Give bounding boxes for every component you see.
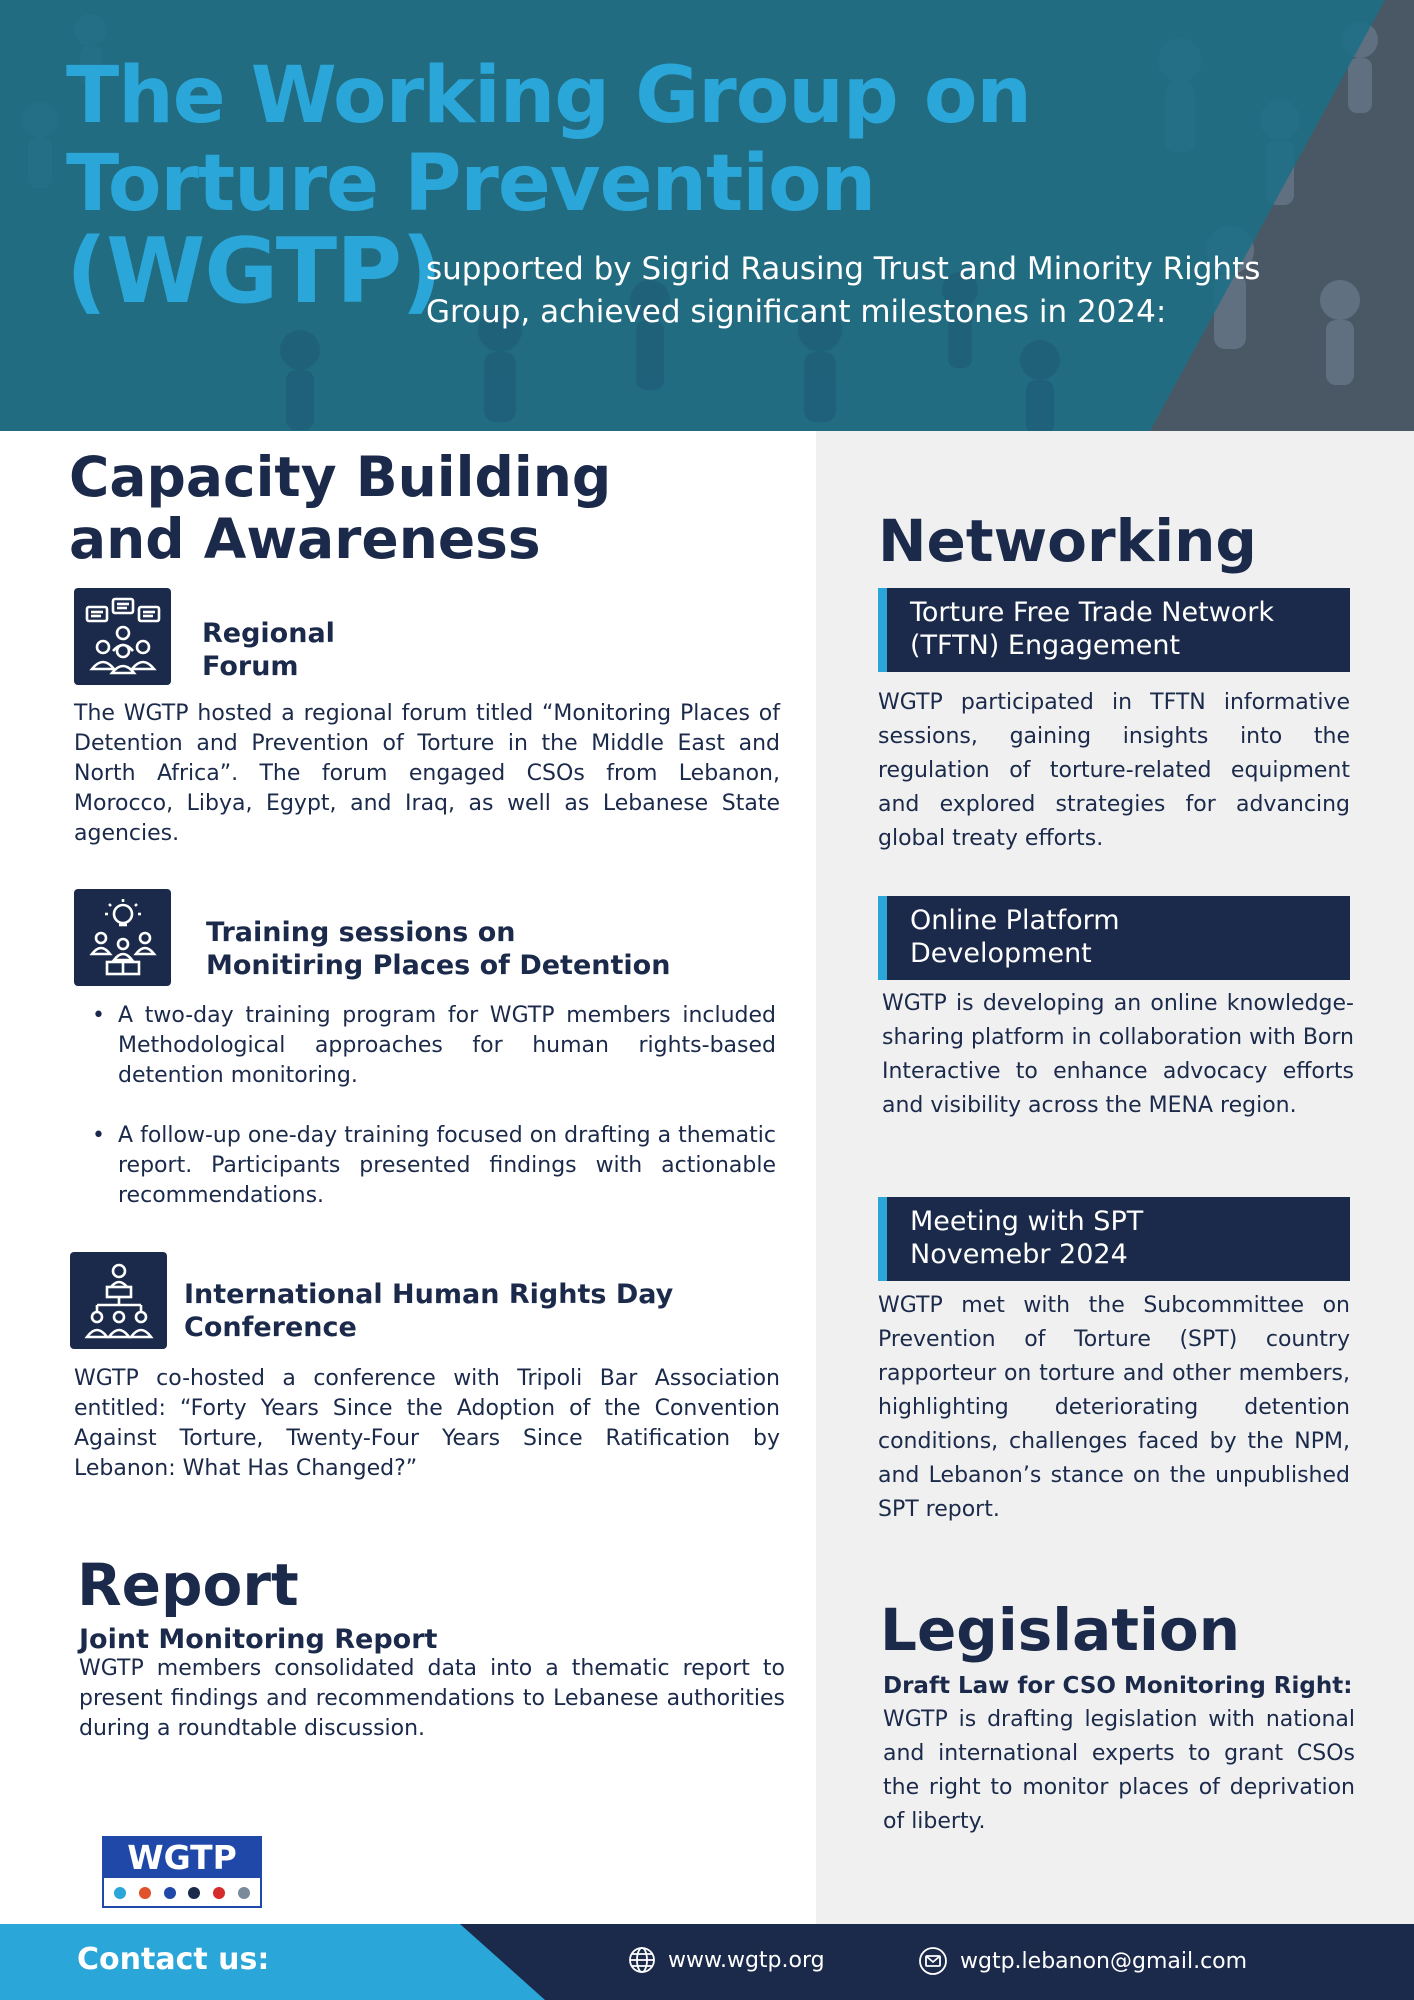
report-text: WGTP members consolidated data into a thematic report to present findings and recommendations to Lebanese authorities during a roundtable discussion. bbox=[79, 1656, 785, 1741]
page-subtitle: supported by Sigrid Rausing Trust and Minority Rights Group, achieved significant milestones in 2024: bbox=[426, 251, 1261, 330]
wgtp-logo bbox=[102, 1836, 262, 1908]
partner-logo-6 bbox=[238, 1887, 250, 1899]
tftn-title-bar bbox=[878, 588, 1350, 672]
forum-title-line-1: Regional bbox=[202, 618, 335, 649]
spt-text: WGTP met with the Subcommittee on Prevention of Torture (SPT) country rapporteur on torture and other members, highlighting deteriorating detention conditions, challenges faced by the NPM, and Lebanon’s stance on the unpublished SPT report. bbox=[878, 1293, 1350, 1522]
title-line-3: (WGTP) bbox=[66, 219, 442, 324]
training-title-line-1: Training sessions on bbox=[206, 917, 516, 948]
conference-audience-icon bbox=[70, 1252, 167, 1349]
conference-title-line-2: Conference bbox=[184, 1312, 357, 1343]
spt-title-line-1: Meeting with SPT bbox=[910, 1206, 1144, 1237]
website-link[interactable] bbox=[628, 1946, 825, 1974]
capacity-heading bbox=[69, 446, 611, 570]
forum-title-line-2: Forum bbox=[202, 651, 299, 682]
training-bullet-1: • A two-day training program for WGTP members included Methodological approaches for human rights-based detention monitoring. bbox=[74, 1001, 776, 1091]
networking-heading: Networking bbox=[878, 507, 1257, 575]
platform-title-line-1: Online Platform bbox=[910, 905, 1120, 936]
legislation-text: WGTP is drafting legislation with national and international experts to grant CSOs the right to monitor places of deprivation of liberty. bbox=[883, 1707, 1355, 1834]
email-text: wgtp.lebanon@gmail.com bbox=[960, 1948, 1248, 1974]
globe-icon bbox=[628, 1946, 656, 1974]
tftn-title-line-2: (TFTN) Engagement bbox=[910, 630, 1181, 661]
partner-logo-2 bbox=[139, 1887, 151, 1899]
forum-people-icon bbox=[74, 588, 171, 685]
footer bbox=[0, 1924, 1414, 2000]
conference-title-line-1: International Human Rights Day bbox=[184, 1279, 674, 1310]
spt-title-bar bbox=[878, 1197, 1350, 1281]
conference-text: WGTP co-hosted a conference with Tripoli Bar Association entitled: “Forty Years Since the Adoption of the Convention Against Torture, Twenty-Four Years Since Ratification by Lebanon: What Has Changed?” bbox=[74, 1366, 780, 1481]
spt-title-line-2: Novemebr 2024 bbox=[910, 1239, 1128, 1270]
contact-label: Contact us: bbox=[77, 1942, 270, 1977]
training-bullet-list bbox=[74, 1001, 776, 1241]
header-banner bbox=[0, 0, 1414, 431]
conference-title bbox=[184, 1278, 673, 1344]
tftn-title-line-1: Torture Free Trade Network bbox=[910, 597, 1275, 628]
forum-text: The WGTP hosted a regional forum titled “Monitoring Places of Detention and Prevention of Torture in the Middle East and North Africa”. The forum engaged CSOs from Lebanon, Morocco, Libya, Egypt, and Iraq, as well as Lebanese State agencies. bbox=[74, 701, 780, 846]
training-idea-icon bbox=[74, 889, 171, 986]
partner-logo-1 bbox=[114, 1887, 126, 1899]
report-heading: Report bbox=[77, 1551, 299, 1619]
title-line-2: Torture Prevention bbox=[66, 139, 876, 229]
training-title-line-2: Monitiring Places of Detention bbox=[206, 950, 671, 981]
training-bullet-2: • A follow-up one-day training focused on drafting a thematic report. Participants presented findings with actionable recommendations. bbox=[74, 1121, 776, 1211]
partner-logo-5 bbox=[213, 1887, 225, 1899]
title-line-1: The Working Group on bbox=[66, 51, 1031, 141]
capacity-heading-line-2: and Awareness bbox=[69, 507, 541, 571]
partner-logos bbox=[104, 1878, 260, 1908]
envelope-icon bbox=[918, 1946, 948, 1976]
tftn-text: WGTP participated in TFTN informative sessions, gaining insights into the regulation of torture-related equipment and explored strategies for advancing global treaty efforts. bbox=[878, 690, 1350, 851]
training-title bbox=[206, 916, 670, 982]
platform-title-line-2: Development bbox=[910, 938, 1092, 969]
report-subheading: Joint Monitoring Report bbox=[79, 1624, 438, 1655]
website-text: www.wgtp.org bbox=[668, 1947, 825, 1973]
platform-title-bar bbox=[878, 896, 1350, 980]
legislation-subheading: Draft Law for CSO Monitoring Right: bbox=[883, 1673, 1353, 1699]
forum-title bbox=[202, 617, 335, 683]
email-link[interactable] bbox=[918, 1946, 1247, 1976]
logo-text: WGTP bbox=[104, 1838, 260, 1878]
capacity-heading-line-1: Capacity Building bbox=[69, 445, 612, 509]
platform-text: WGTP is developing an online knowledge-sharing platform in collaboration with Born Interactive to enhance advocacy efforts and visibility across the MENA region. bbox=[882, 991, 1354, 1118]
legislation-heading: Legislation bbox=[880, 1596, 1240, 1664]
partner-logo-4 bbox=[188, 1887, 200, 1899]
partner-logo-3 bbox=[164, 1887, 176, 1899]
